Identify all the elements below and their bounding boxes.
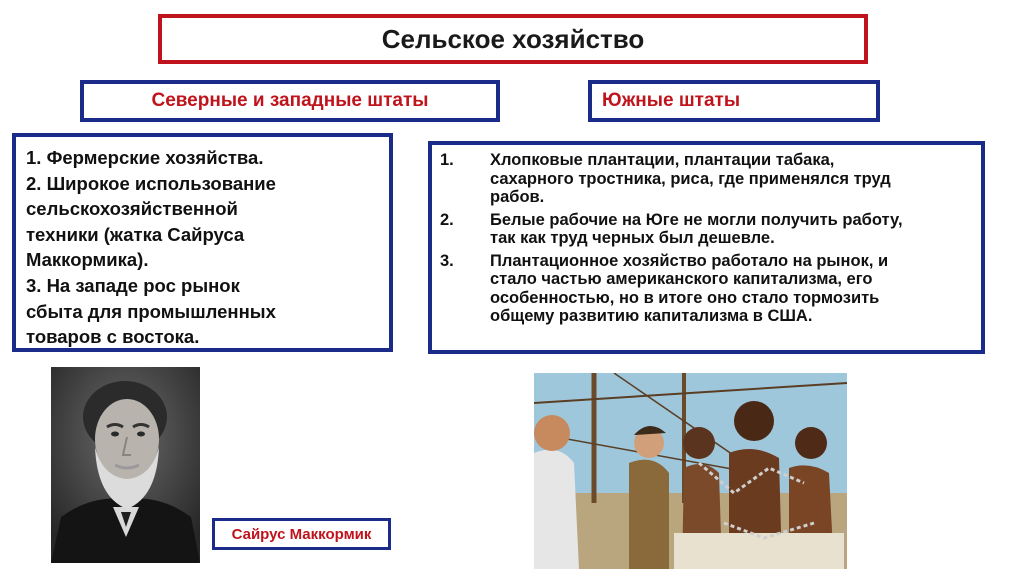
portrait-caption-text: Сайрус Маккормик [231,525,372,543]
item-number: 2. [440,210,454,229]
north-west-header-label: Северные и западные штаты [151,90,429,111]
north-west-header [80,80,500,122]
north-line: Маккормика). [26,249,149,271]
south-list-box [428,141,985,354]
north-line: 3. На западе рос рынок [26,274,240,296]
item-text-line: сахарного тростника, риса, где применялся труд [490,169,891,188]
item-text-line: Плантационное хозяйство работало на рынок, и [490,251,889,270]
mccormick-portrait [51,367,200,563]
north-list-box [12,133,393,352]
north-line: сбыта для промышленных [26,300,276,322]
portrait-illustration [51,367,200,563]
item-text [490,211,973,248]
north-line: техники (жатка Сайруса [26,223,245,245]
slide-title: Сельское хозяйство [381,23,645,54]
item-text-line: общему развитию капитализма в США. [490,307,813,325]
south-header-label: Южные штаты [602,90,741,111]
item-text-line: рабов. [490,188,545,206]
slave-ship-illustration [534,373,847,569]
south-list-item [440,211,973,248]
south-list-item [440,252,973,326]
south-list-item [440,151,973,207]
item-text-line: стало частью американского капитализма, его [490,270,873,288]
south-header [588,80,880,122]
north-line: 1. Фермерские хозяйства. [26,147,264,168]
item-text-line: особенностью, но в итоге оно стало тормозить [490,288,880,307]
item-text-line: так как труд черных был дешевле. [490,229,775,247]
north-line: 2. Широкое использование [26,172,276,194]
portrait-caption [212,518,391,550]
item-text-line: Хлопковые плантации, плантации табака, [490,151,835,169]
slaves-scene-illustration [534,373,847,569]
item-number: 1. [440,151,454,169]
item-text [490,151,973,207]
north-line: сельскохозяйственной [26,198,238,220]
item-number: 3. [440,251,454,270]
north-line: товаров с востока. [26,326,200,348]
item-text-line: Белые рабочие на Юге не могли получить работу, [490,210,903,229]
slide-title-box [158,14,868,64]
item-text [490,252,973,326]
